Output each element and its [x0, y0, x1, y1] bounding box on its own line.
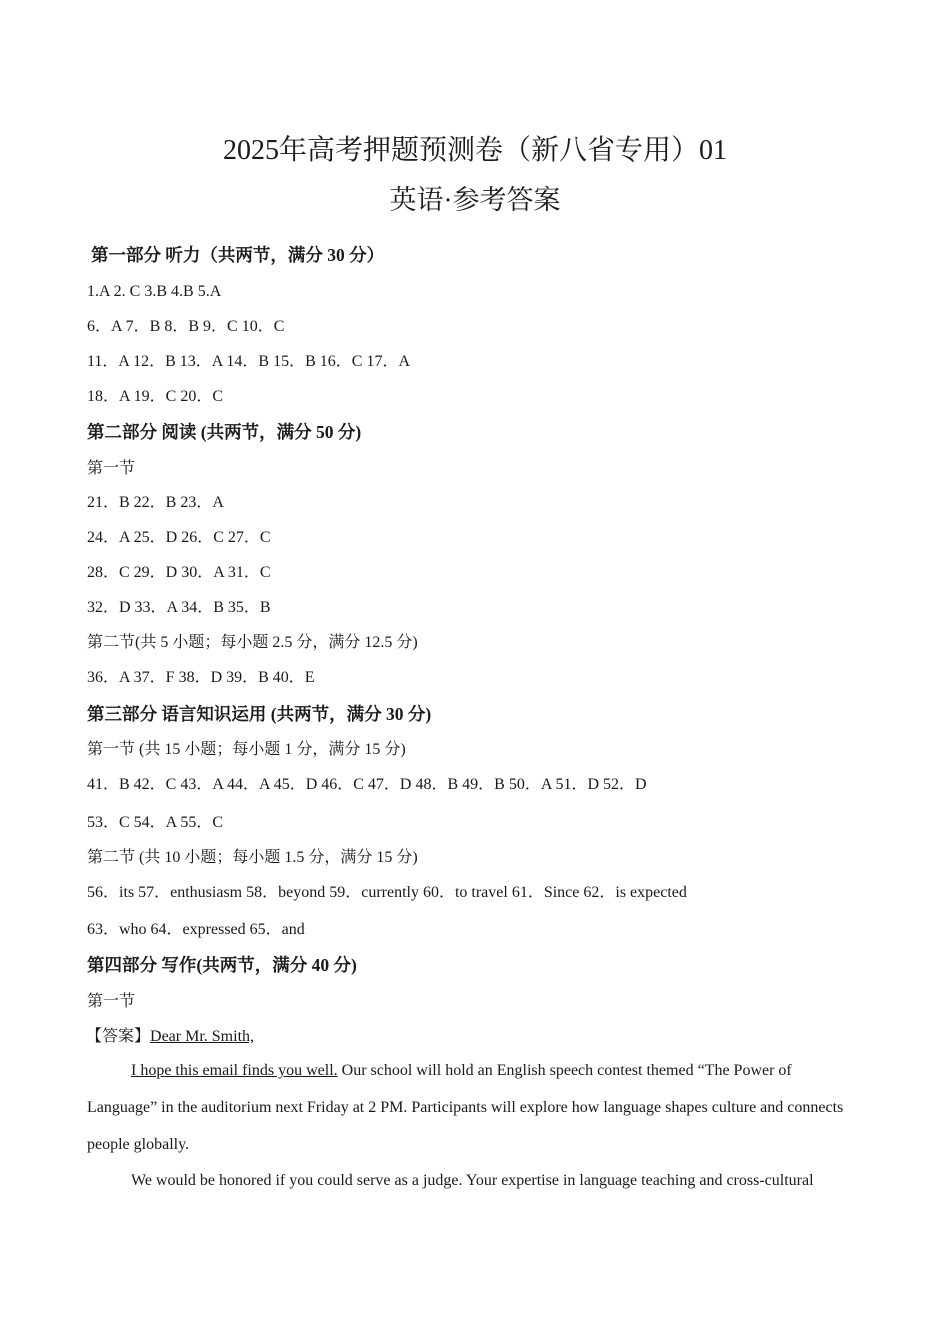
answer-row: 41．B 42．C 43．A 44．A 45．D 46．C 47．D 48．B 49．B 50．A 51．D 52．D — [87, 776, 647, 793]
answer-row: 18．A 19．C 20．C — [87, 388, 224, 405]
section-label: 第一节 — [87, 993, 136, 1010]
answer-row: 53．C 54．A 55．C — [87, 814, 224, 831]
page-title: 2025年高考押题预测卷（新八省专用）01 — [222, 135, 727, 166]
answer-row: 63．who 64．expressed 65．and — [87, 921, 305, 938]
essay-paragraph — [87, 1162, 849, 1199]
essay-paragraph-text: We would be honored if you could serve as a judge. Your expertise in language teaching and cross-cultural — [131, 1172, 814, 1189]
part3-heading: 第三部分 语言知识运用 (共两节，满分 30 分) — [87, 704, 432, 724]
part2-heading: 第二部分 阅读 (共两节，满分 50 分) — [87, 422, 362, 442]
answer-row: 6．A 7．B 8．B 9．C 10．C — [87, 318, 285, 335]
section-label: 第二节(共 5 小题；每小题 2.5 分，满分 12.5 分) — [87, 634, 418, 651]
essay-paragraph-text: Our school will hold an English speech contest themed “The Power of Language” in the auditorium next Friday at 2 PM. Participants will explore how language shapes culture and connects people globally. — [87, 1062, 844, 1153]
answer-row: 32．D 33．A 34．B 35．B — [87, 599, 271, 616]
answer-row: 24．A 25．D 26．C 27．C — [87, 529, 271, 546]
answer-row: 21．B 22．B 23．A — [87, 494, 224, 511]
essay-opening-sentence: I hope this email finds you well. — [131, 1062, 338, 1079]
answer-row: 11．A 12．B 13．A 14．B 15．B 16．C 17．A — [87, 353, 410, 370]
answer-row: 56．its 57．enthusiasm 58．beyond 59．currently 60．to travel 61．Since 62．is expected — [87, 884, 687, 901]
answer-row: 28．C 29．D 30．A 31．C — [87, 564, 271, 581]
section-label: 第一节 (共 15 小题；每小题 1 分，满分 15 分) — [87, 741, 406, 758]
answer-intro — [86, 1026, 254, 1048]
essay-paragraph — [87, 1052, 849, 1163]
part1-heading: 第一部分 听力（共两节，满分 30 分） — [91, 245, 385, 265]
section-label: 第二节 (共 10 小题；每小题 1.5 分，满分 15 分) — [87, 849, 418, 866]
part4-heading: 第四部分 写作(共两节，满分 40 分) — [87, 955, 357, 975]
page-subtitle: 英语·参考答案 — [389, 185, 561, 215]
answer-row: 36．A 37．F 38．D 39．B 40．E — [87, 669, 315, 686]
salutation: Dear Mr. Smith, — [150, 1028, 255, 1045]
answer-label: 【答案】 — [86, 1028, 151, 1045]
answer-row: 1.A 2. C 3.B 4.B 5.A — [87, 283, 222, 300]
section-label: 第一节 — [87, 460, 136, 477]
